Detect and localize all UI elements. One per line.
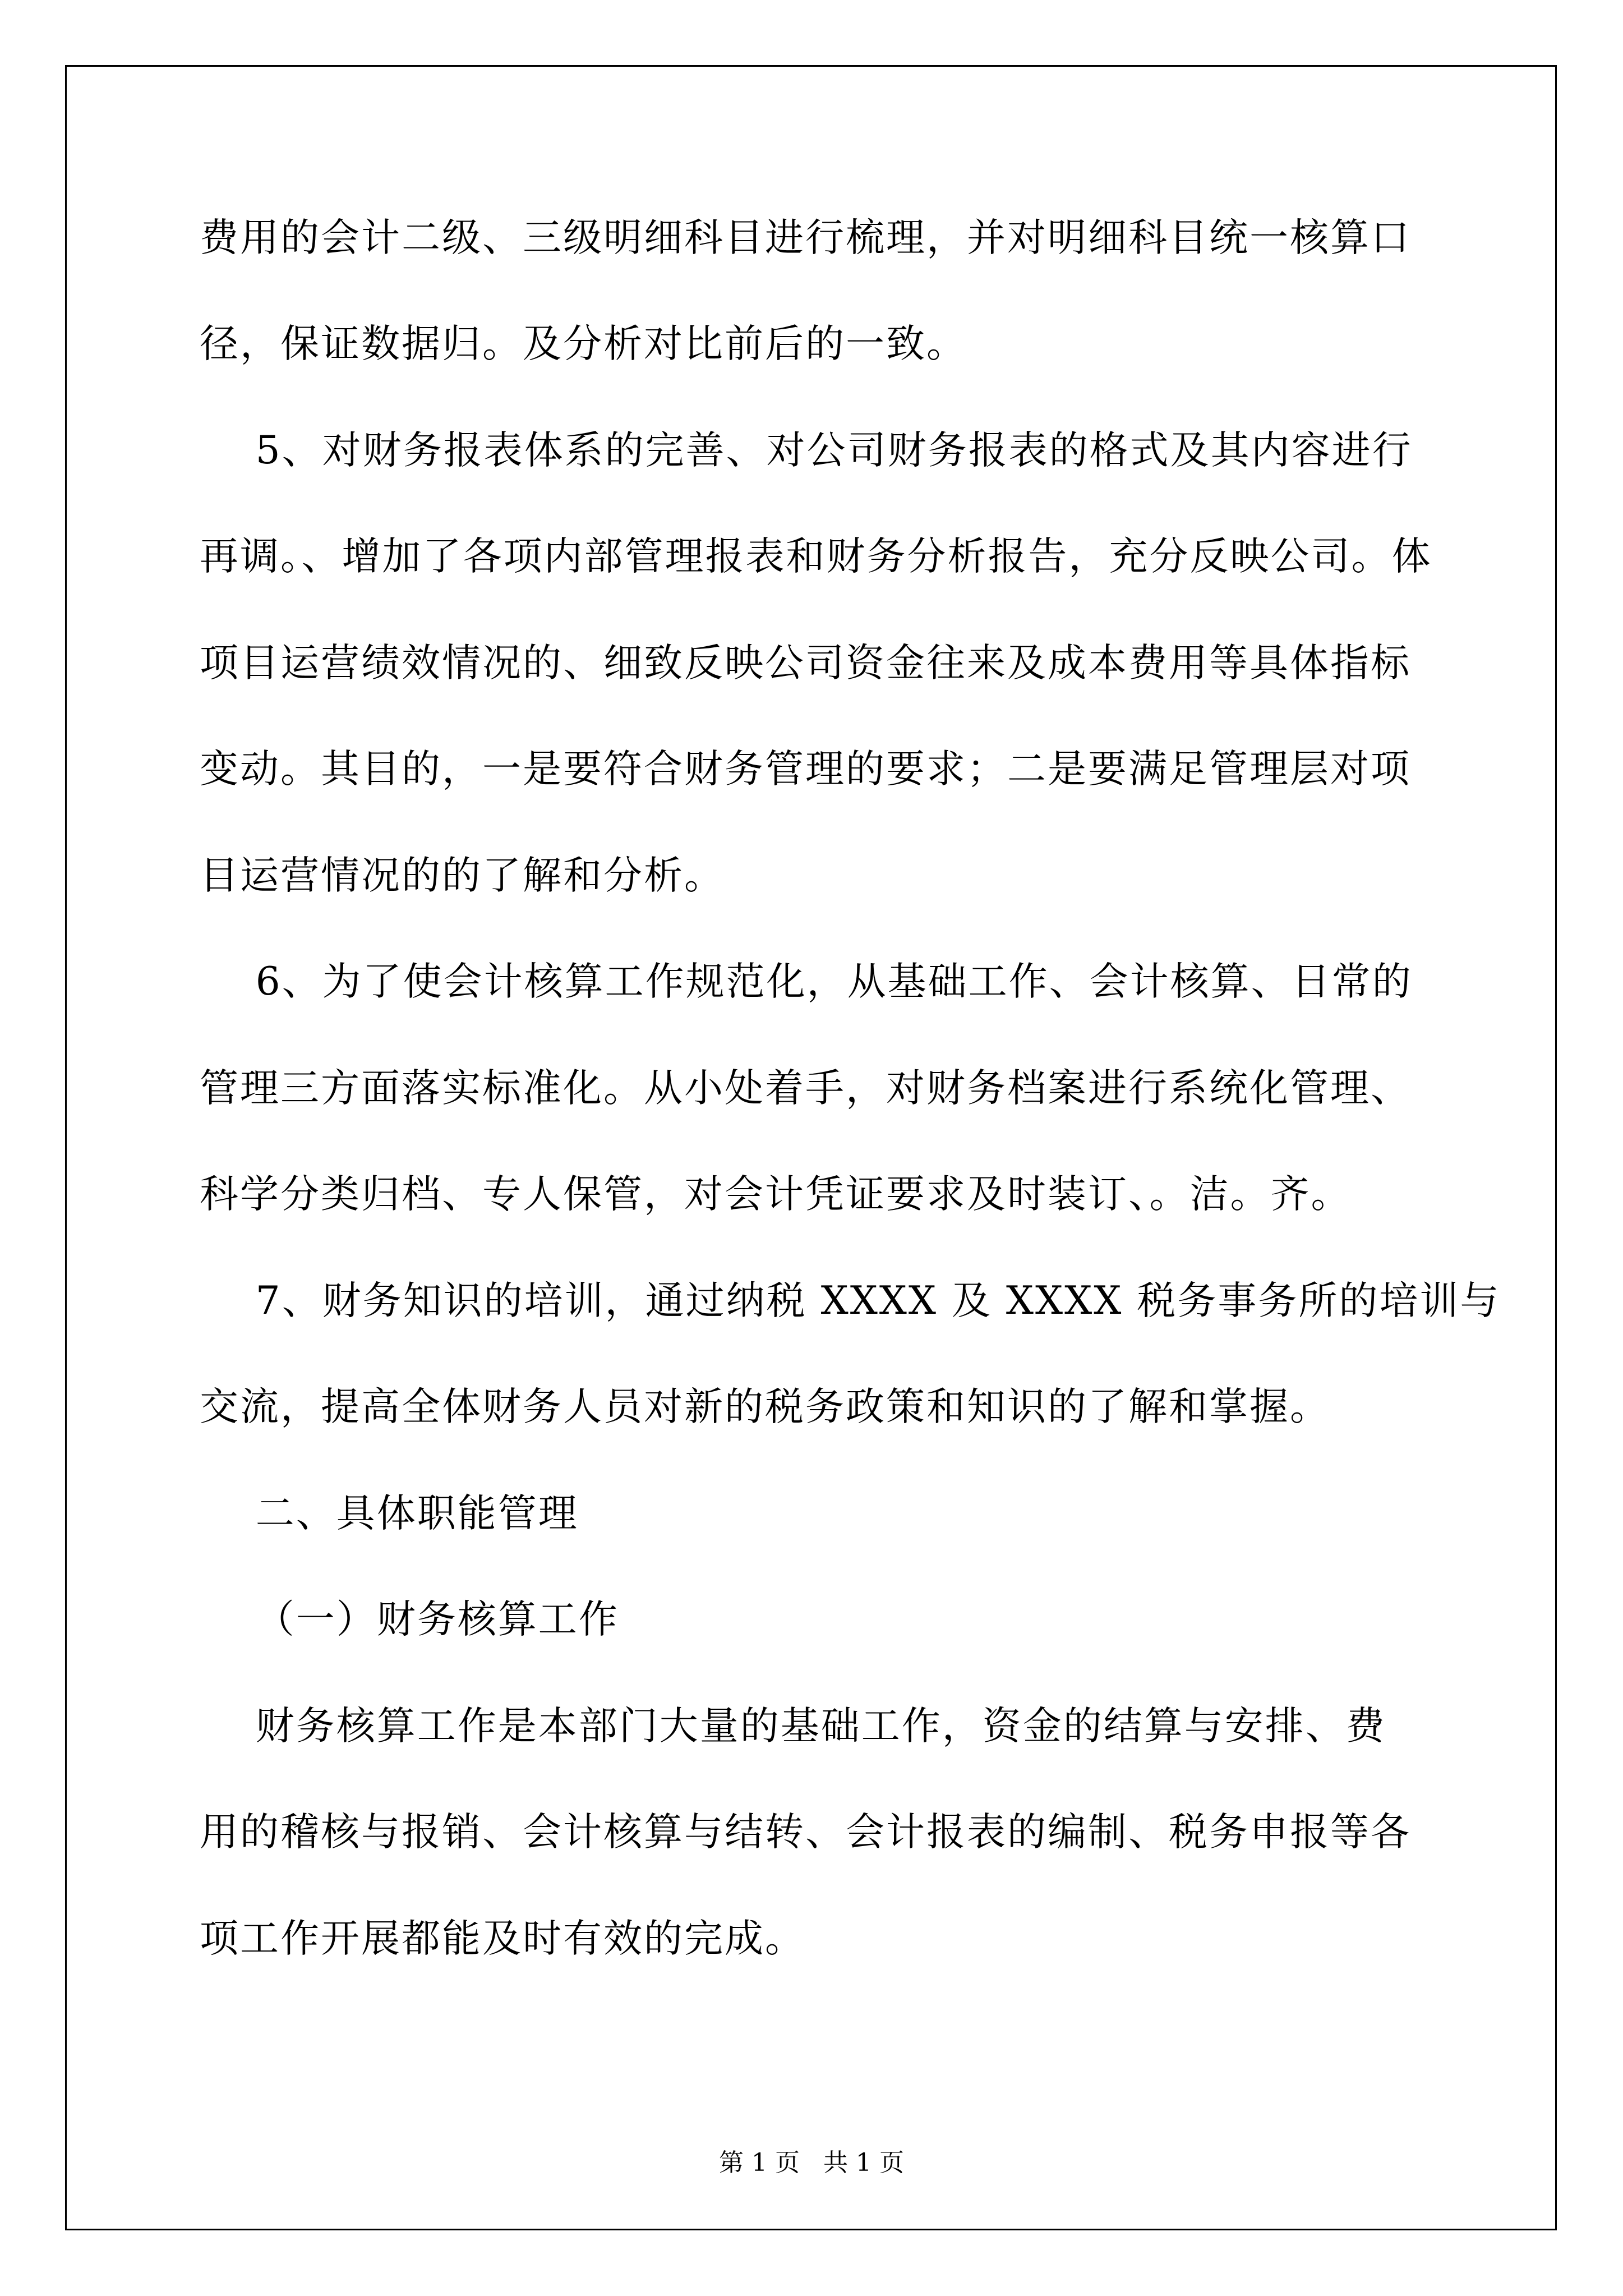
text-line: 用的稽核与报销、会计核算与结转、会计报表的编制、税务申报等各 bbox=[200, 1810, 1411, 1855]
page-border bbox=[65, 65, 1557, 2230]
page-footer: 第 1 页 共 1 页 bbox=[719, 2148, 904, 2177]
text-line: 科学分类归档、专人保管，对会计凭证要求及时装订、。洁。齐。 bbox=[200, 1172, 1352, 1217]
text-line: 再调。、增加了各项内部管理报表和财务分析报告，充分反映公司。体 bbox=[200, 534, 1432, 579]
text-line: 径，保证数据归。及分析对比前后的一致。 bbox=[200, 321, 967, 366]
text-line: 费用的会计二级、三级明细科目进行梳理，并对明细科目统一核算口 bbox=[200, 215, 1411, 260]
text-line: 变动。其目的，一是要符合财务管理的要求；二是要满足管理层对项 bbox=[200, 747, 1411, 792]
text-line: 项目运营绩效情况的、细致反映公司资金往来及成本费用等具体指标 bbox=[200, 641, 1411, 685]
text-line: 项工作开展都能及时有效的完成。 bbox=[200, 1916, 805, 1961]
subsection-heading: （一）财务核算工作 bbox=[200, 1597, 619, 1642]
text-line: 7、财务知识的培训，通过纳税 XXXX 及 XXXX 税务事务所的培训与 bbox=[200, 1278, 1501, 1323]
text-line: 6、为了使会计核算工作规范化，从基础工作、会计核算、日常的 bbox=[200, 959, 1413, 1004]
text-line: 财务核算工作是本部门大量的基础工作，资金的结算与安排、费 bbox=[200, 1704, 1386, 1749]
text-line: 交流，提高全体财务人员对新的税务政策和知识的了解和掌握。 bbox=[200, 1384, 1330, 1429]
text-line: 管理三方面落实标准化。从小处着手，对财务档案进行系统化管理、 bbox=[200, 1066, 1411, 1111]
text-line: 目运营情况的的了解和分析。 bbox=[200, 853, 725, 898]
text-line: 5、对财务报表体系的完善、对公司财务报表的格式及其内容进行 bbox=[200, 428, 1413, 473]
section-heading: 二、具体职能管理 bbox=[200, 1491, 579, 1536]
